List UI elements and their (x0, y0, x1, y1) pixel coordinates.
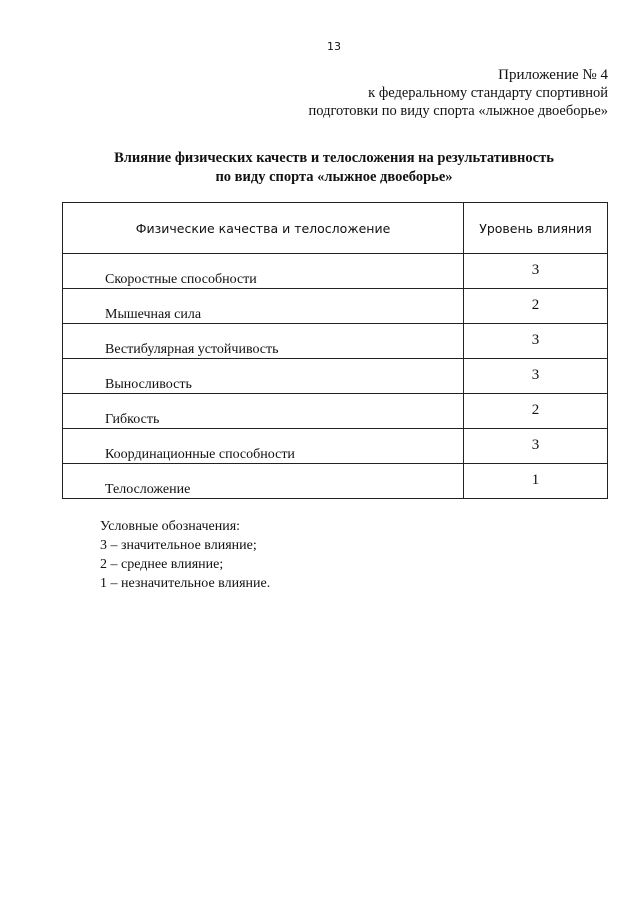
level-cell: 2 (464, 289, 608, 324)
level-cell: 3 (464, 254, 608, 289)
level-cell: 2 (464, 394, 608, 429)
quality-cell: Телосложение (63, 464, 464, 499)
quality-cell: Вестибулярная устойчивость (63, 324, 464, 359)
legend-heading: Условные обозначения: (100, 519, 241, 534)
level-cell: 3 (464, 429, 608, 464)
appendix-standard: к федеральному стандарту спортивной (368, 85, 608, 101)
page-number: 13 (327, 40, 341, 53)
level-cell: 3 (464, 324, 608, 359)
document-title (60, 149, 608, 187)
table-row (63, 394, 608, 429)
legend-item: 3 – значительное влияние; (100, 538, 257, 553)
table-row (63, 324, 608, 359)
quality-cell: Координационные способности (63, 429, 464, 464)
table-row (63, 359, 608, 394)
influence-table (62, 202, 608, 499)
legend-item: 2 – среднее влияние; (100, 557, 224, 572)
document-title-line-2: по виду спорта «лыжное двоеборье» (215, 169, 453, 185)
header-quality: Физические качества и телосложение (63, 203, 464, 254)
table-header-row (63, 203, 608, 254)
table-row (63, 464, 608, 499)
appendix-reference (308, 66, 608, 120)
quality-cell: Гибкость (63, 394, 464, 429)
quality-cell: Скоростные способности (63, 254, 464, 289)
level-cell: 1 (464, 464, 608, 499)
appendix-sport: подготовки по виду спорта «лыжное двоеборье» (308, 103, 608, 119)
legend (100, 517, 270, 593)
table-row (63, 289, 608, 324)
level-cell: 3 (464, 359, 608, 394)
appendix-number: Приложение № 4 (498, 67, 608, 83)
table-row (63, 429, 608, 464)
legend-item: 1 – незначительное влияние. (100, 576, 271, 591)
table-row (63, 254, 608, 289)
document-title-line-1: Влияние физических качеств и телосложения на результативность (114, 150, 554, 166)
quality-cell: Мышечная сила (63, 289, 464, 324)
header-level: Уровень влияния (464, 203, 608, 254)
quality-cell: Выносливость (63, 359, 464, 394)
